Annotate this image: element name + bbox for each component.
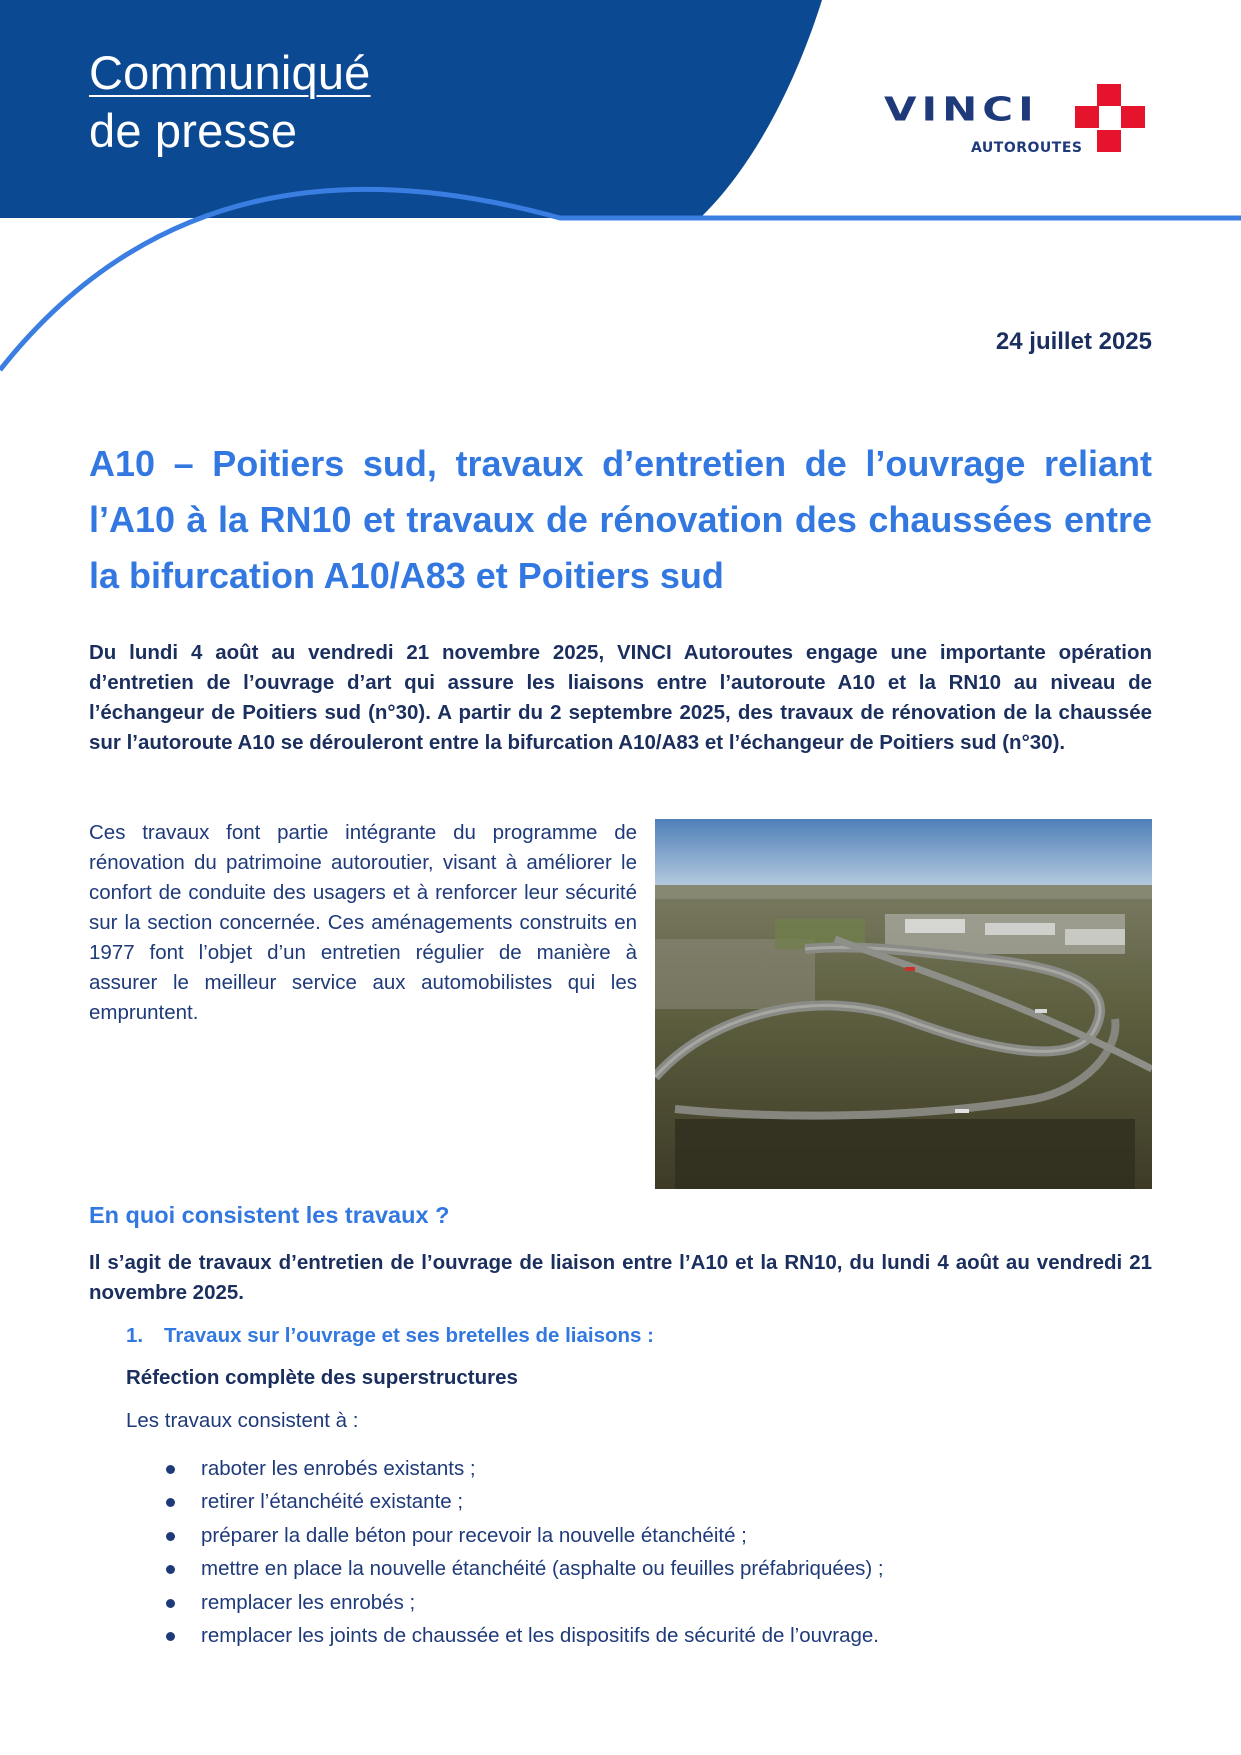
bullet-icon	[166, 1532, 175, 1541]
numbered-heading-text: Travaux sur l’ouvrage et ses bretelles de liaisons :	[164, 1324, 654, 1347]
bullet-icon	[166, 1565, 175, 1574]
numbered-heading-number: 1.	[126, 1324, 144, 1347]
section-lead: Il s’agit de travaux d’entretien de l’ouvrage de liaison entre l’A10 et la RN10, du lundi 4 août au vendredi 21 novembre 2025.	[89, 1251, 1152, 1304]
list-item	[126, 1519, 884, 1552]
logo-wordmark: VINCI	[884, 90, 1039, 129]
publication-date: 24 juillet 2025	[995, 328, 1152, 355]
document-type-title	[89, 44, 371, 160]
vinci-cross-icon	[1075, 84, 1145, 156]
list-item	[126, 1586, 884, 1619]
bullet-icon	[166, 1599, 175, 1608]
list-item-text: préparer la dalle béton pour recevoir la nouvelle étanchéité ;	[201, 1523, 747, 1547]
list-item-text: remplacer les joints de chaussée et les dispositifs de sécurité de l’ouvrage.	[201, 1623, 879, 1647]
list-intro: Les travaux consistent à :	[126, 1409, 359, 1432]
section-heading: En quoi consistent les travaux ?	[89, 1202, 450, 1228]
lead-paragraph: Du lundi 4 août au vendredi 21 novembre 2025, VINCI Autoroutes engage une importante opération d’entretien de l’ouvrage d’art qui assure les liaisons entre l’autoroute A10 et la RN10 au niveau de l’échangeur de Poitiers sud (n°30). A partir du 2 septembre 2025, des travaux de rénovation de la chaussée sur l’autoroute A10 se dérouleront entre la bifurcation A10/A83 et l’échangeur de Poitiers sud (n°30).	[89, 641, 1152, 754]
list-item-text: raboter les enrobés existants ;	[201, 1457, 476, 1480]
list-item	[126, 1485, 884, 1518]
subheading: Réfection complète des superstructures	[126, 1366, 518, 1389]
list-item-text: remplacer les enrobés ;	[201, 1590, 416, 1614]
bullet-icon	[166, 1632, 175, 1641]
logo-subtitle: AUTOROUTES	[971, 140, 1083, 156]
page-title: A10 – Poitiers sud, travaux d’entretien de l’ouvrage reliant l’A10 à la RN10 et travaux de rénovation des chaussées entre la bifurcation A10/A83 et Poitiers sud	[89, 443, 1152, 596]
title-line-2: de presse	[89, 104, 298, 157]
bullet-icon	[166, 1498, 175, 1507]
list-item	[126, 1452, 884, 1485]
vinci-autoroutes-logo	[884, 84, 1154, 164]
list-item	[126, 1552, 884, 1585]
list-item-text: retirer l’étanchéité existante ;	[201, 1490, 464, 1514]
title-line-1: Communiqué	[89, 46, 371, 99]
aerial-interchange-photo	[655, 819, 1152, 1189]
bullet-icon	[166, 1465, 175, 1474]
intro-paragraph: Ces travaux font partie intégrante du programme de rénovation du patrimoine autoroutier, visant à améliorer le confort de conduite des usagers et à renforcer leur sécurité sur la section concernée. Ces aménagements construits en 1977 font l’objet d’un entretien régulier de manière à assurer le meilleur service aux automobilistes qui les empruntent.	[89, 821, 637, 1024]
works-list	[126, 1452, 884, 1652]
list-item-text: mettre en place la nouvelle étanchéité (asphalte ou feuilles préfabriquées) ;	[201, 1557, 884, 1581]
list-item	[126, 1619, 884, 1652]
numbered-heading	[126, 1324, 654, 1348]
